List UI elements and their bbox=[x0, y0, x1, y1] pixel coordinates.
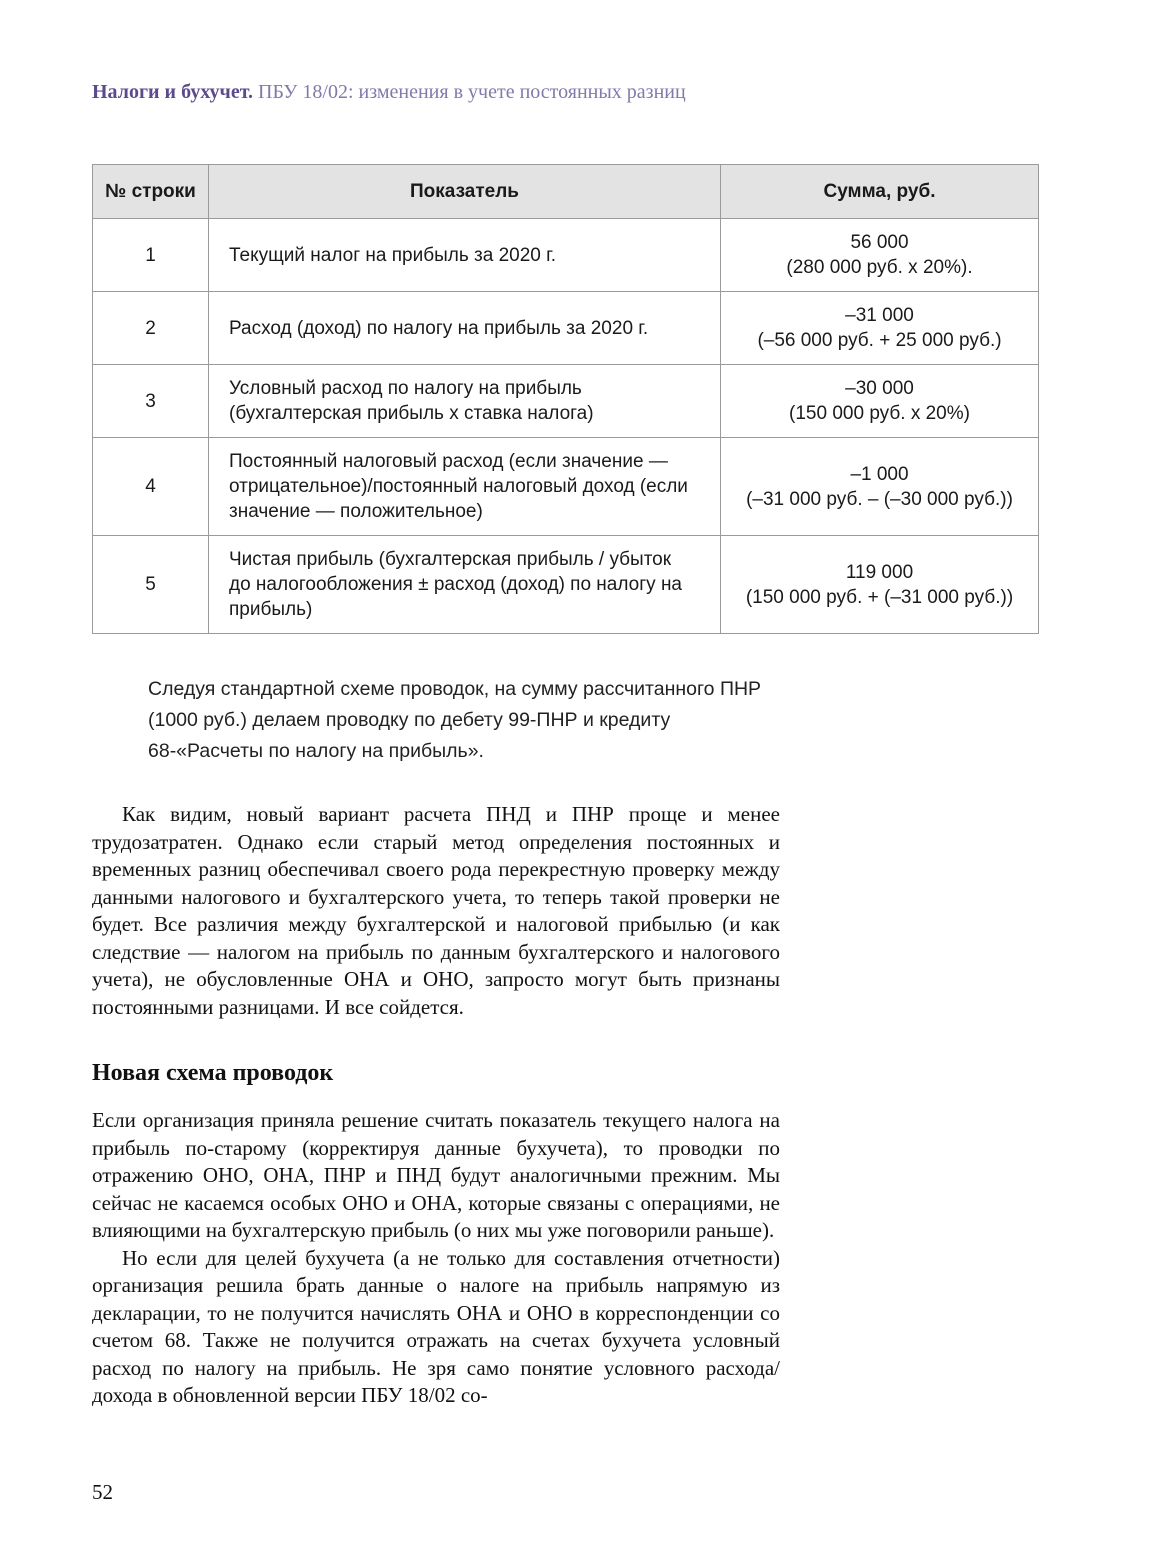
amount-formula: (150 000 руб. х 20%) bbox=[789, 403, 970, 424]
amount-value: –31 000 bbox=[845, 305, 914, 326]
running-header bbox=[92, 80, 1163, 104]
amount-formula: (–56 000 руб. + 25 000 руб.) bbox=[757, 330, 1002, 351]
body-paragraph-1: Как видим, новый вариант расчета ПНД и ПНР проще и менее трудозатратен. Однако если старый метод определения постоянных и временных разниц обеспечивал своего рода перекрестную проверку между данными налогового и бухгалтерского учета, то теперь такой проверки не будет. Все различия между бухгалтерской и налоговой прибылью (и как следствие — налогом на прибыль по данным бухгалтерского и налогового учета), не обусловленные ОНА и ОНО, запросто могут быть признаны постоянными разницами. И все сойдется. bbox=[92, 802, 780, 1019]
cell-row-number: 2 bbox=[93, 292, 209, 365]
body-paragraph-3: Но если для целей бухучета (а не только для составления отчетности) организация решила брать данные о налоге на прибыль напрямую из декларации, то не получится начислять ОНА и ОНО в корреспонденции со счетом 68. Также не получится отражать на счетах бухучета условный расход по налогу на прибыль. Не зря само понятие условного расхода/дохода в обновленной версии ПБУ 18/02 со- bbox=[92, 1245, 780, 1407]
cell-indicator: Постоянный налоговый расход (если значение — отрицательное)/постоянный налоговый доход (если значение — положительное) bbox=[209, 438, 721, 536]
amount-value: –1 000 bbox=[850, 463, 909, 485]
amount-value: 56 000 bbox=[850, 232, 909, 253]
body-paragraph-2: Если организация приняла решение считать показатель текущего налога на прибыль по-старому (корректируя данные бухучета), то проводки по отражению ОНО, ОНА, ПНР и ПНД будут аналогичными прежним. Мы сейчас не касаемся особых ОНО и ОНА, которые связаны с операциями, не влияющими на бухгалтерскую прибыль (о них мы уже поговорили раньше). bbox=[92, 1108, 780, 1242]
column-header-indicator: Показатель bbox=[209, 165, 721, 219]
cell-indicator: Условный расход по налогу на прибыль (бухгалтерская прибыль х ставка налога) bbox=[209, 365, 721, 438]
amount-formula: (150 000 руб. + (–31 000 руб.)) bbox=[745, 586, 1014, 608]
cell-indicator: Текущий налог на прибыль за 2020 г. bbox=[209, 219, 721, 292]
amount-formula: (280 000 руб. х 20%). bbox=[786, 257, 973, 278]
cell-amount bbox=[721, 365, 1039, 438]
cell-row-number: 1 bbox=[93, 219, 209, 292]
amount-value: –30 000 bbox=[845, 378, 914, 399]
cell-amount bbox=[721, 292, 1039, 365]
cell-amount bbox=[721, 219, 1039, 292]
cell-indicator: Чистая прибыль (бухгалтерская прибыль / убыток до налогообложения ± расход (доход) по налогу на прибыль) bbox=[209, 536, 721, 634]
cell-amount bbox=[721, 438, 1039, 536]
table-header-row bbox=[93, 165, 1039, 219]
cell-row-number: 3 bbox=[93, 365, 209, 438]
journal-brand: Налоги и бухучет. bbox=[92, 81, 254, 103]
amount-value: 119 000 bbox=[845, 561, 914, 583]
cell-amount bbox=[721, 536, 1039, 634]
section-heading: Новая схема проводок bbox=[92, 1060, 334, 1086]
table-row bbox=[93, 219, 1039, 292]
table-row bbox=[93, 292, 1039, 365]
table-row bbox=[93, 438, 1039, 536]
table-row bbox=[93, 365, 1039, 438]
table-row bbox=[93, 536, 1039, 634]
cell-row-number: 5 bbox=[93, 536, 209, 634]
cell-indicator: Расход (доход) по налогу на прибыль за 2020 г. bbox=[209, 292, 721, 365]
page-number: 52 bbox=[92, 1480, 113, 1504]
column-header-row-number: № строки bbox=[93, 165, 209, 219]
column-header-amount: Сумма, руб. bbox=[721, 165, 1039, 219]
cell-row-number: 4 bbox=[93, 438, 209, 536]
article-title: ПБУ 18/02: изменения в учете постоянных разниц bbox=[253, 81, 686, 103]
amount-formula: (–31 000 руб. – (–30 000 руб.)) bbox=[746, 488, 1013, 510]
posting-note-paragraph: Следуя стандартной схеме проводок, на сумму рассчитанного ПНР (1000 руб.) делаем проводку по дебету 99-ПНР и кредиту 68-«Расчеты по налогу на прибыль». bbox=[148, 678, 762, 762]
tax-calculation-table bbox=[92, 164, 1039, 634]
